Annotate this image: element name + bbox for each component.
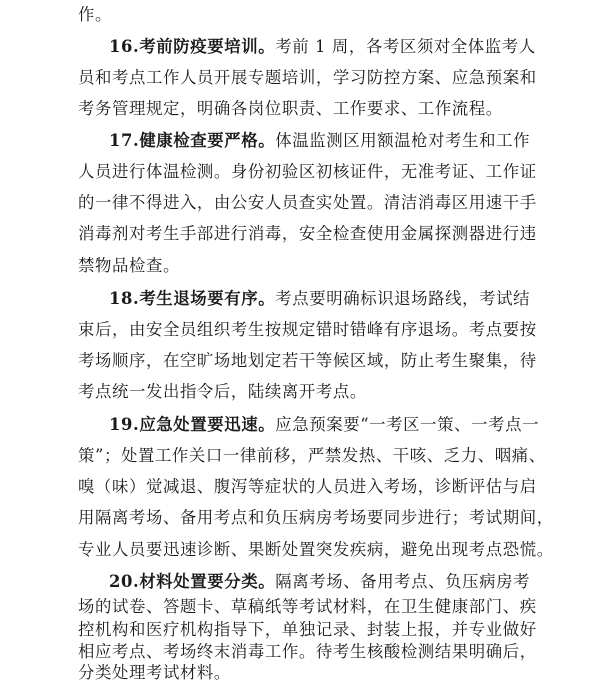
paragraph-18-line-1 [109, 288, 569, 310]
text-line [78, 596, 538, 618]
text-line [78, 192, 538, 214]
line-text: 用隔离考场、备用考点和负压病房考场要同步进行；考试期间， [78, 508, 554, 527]
line-text: 束后，由安全员组织考生按规定错时错峰有序退场。考点要按 [78, 320, 537, 339]
line-text: 应急预案要“一考区一策、一考点一 [275, 415, 540, 434]
text-line [78, 476, 538, 498]
paragraph-16-line-1 [109, 36, 569, 58]
line-text: 隔离考场、备用考点、负压病房考 [275, 572, 531, 591]
line-text: 分类处理考试材料。 [78, 663, 231, 682]
line-text: 考点要明确标识退场路线，考试结 [275, 289, 531, 308]
text-line [78, 223, 538, 245]
line-text: 的一律不得进入，由公安人员查实处置。清洁消毒区用速干手 [78, 193, 537, 212]
line-text: 消毒剂对考生手部进行消毒，安全检查使用金属探测器进行违 [78, 224, 537, 243]
text-line [78, 319, 538, 341]
section-heading-19: 19.应急处置要迅速。 [109, 415, 276, 434]
line-text: 控机构和医疗机构指导下，单独记录、封装上报，并专业做好 [78, 620, 537, 639]
line-text: 考点统一发出指令后，陆续离开考点。 [78, 382, 367, 401]
line-text: 考务管理规定，明确各岗位职责、工作要求、工作流程。 [78, 99, 503, 118]
section-heading-17: 17.健康检查要严格。 [109, 131, 276, 150]
section-heading-18: 18.考生退场要有序。 [109, 289, 276, 308]
line-text: 相应考点、考场终末消毒工作。待考生核酸检测结果明确后， [78, 642, 537, 661]
text-line [78, 539, 554, 561]
text-line [78, 4, 538, 26]
text-line [78, 255, 538, 277]
text-line [78, 98, 538, 120]
line-text: 人员进行体温检测。身份初验区初核证件，无准考证、工作证 [78, 162, 537, 181]
text-line [78, 619, 538, 641]
text-line [78, 507, 554, 529]
text-line [78, 381, 538, 403]
line-text: 考前 1 周，各考区须对全体监考人 [275, 37, 536, 56]
line-text: 策”；处置工作关口一律前移，严禁发热、干咳、乏力、咽痛、 [78, 446, 546, 465]
section-heading-20: 20.材料处置要分类。 [109, 572, 276, 591]
line-text: 场的试卷、答题卡、草稿纸等考试材料，在卫生健康部门、疾 [78, 597, 537, 616]
text-line [78, 641, 538, 663]
text-line [78, 445, 546, 467]
text-line [78, 350, 538, 372]
line-text: 专业人员要迅速诊断、果断处置突发疾病，避免出现考点恐慌。 [78, 540, 554, 559]
line-text: 体温监测区用额温枪对考生和工作 [275, 131, 531, 150]
text-line [78, 67, 538, 89]
text-line [78, 161, 538, 183]
paragraph-17-line-1 [109, 130, 569, 152]
line-text: 嗅（味）觉减退、腹泻等症状的人员进入考场，诊断评估与启 [78, 477, 537, 496]
line-text: 员和考点工作人员开展专题培训，学习防控方案、应急预案和 [78, 68, 537, 87]
line-text: 禁物品检查。 [78, 256, 180, 275]
line-text: 考场顺序，在空旷场地划定若干等候区域，防止考生聚集，待 [78, 351, 537, 370]
paragraph-19-line-1 [109, 414, 569, 436]
section-heading-16: 16.考前防疫要培训。 [109, 37, 276, 56]
text-line [78, 662, 538, 684]
paragraph-20-line-1 [109, 571, 569, 593]
line-text: 作。 [78, 5, 112, 24]
